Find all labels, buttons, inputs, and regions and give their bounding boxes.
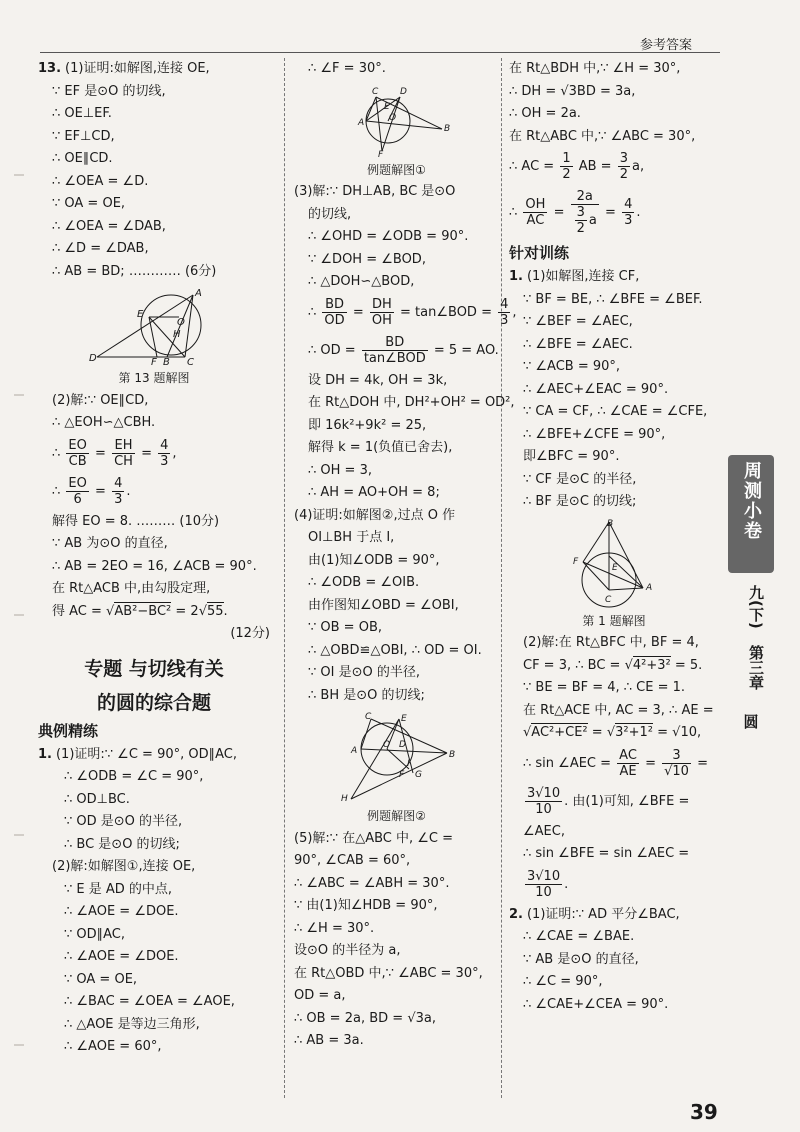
fig1-label: F	[377, 149, 383, 157]
section-heading: 针对训练	[509, 244, 570, 262]
text-line: ∵ OD 是⊙O 的半径,	[64, 814, 183, 829]
text-line: 即 16k²+9k² = 25,	[308, 417, 427, 433]
question-number: 1.	[509, 269, 523, 284]
text-line: ∴ △EOH∽△CBH.	[52, 415, 156, 430]
text-line: 得 AC = √AB²−BC² = 2√55.	[52, 603, 228, 619]
text-line: ∴ BC 是⊙O 的切线;	[64, 836, 180, 852]
text-line: 解得 EO = 8. ……… (10分)	[52, 513, 220, 529]
fig2-label: H	[340, 794, 348, 803]
text-line: ∵ AB 为⊙O 的直径,	[52, 536, 168, 551]
question-number: 13.	[38, 61, 62, 76]
text-line: ∴ sin ∠BFE = sin ∠AEC =	[523, 846, 690, 861]
text-line: ∴ AB = 2EO = 16, ∠ACB = 90°.	[52, 558, 257, 574]
text-line: ∴ OE∥CD.	[52, 151, 113, 166]
figure-caption: 第 1 题解图	[582, 613, 646, 628]
fraction-line: ∴ OD = $\frac{BD}{\text{tan∠BOD}}$ = 5 = AO.	[308, 334, 499, 366]
section-heading: 典例精练	[38, 721, 99, 740]
text-line: ∴ ∠OHD = ∠ODB = 90°.	[308, 229, 469, 244]
fig13-label: D	[89, 353, 97, 364]
text-line: ∵ CA = CF, ∴ ∠CAE = ∠CFE,	[523, 404, 708, 419]
text-line: 设 DH = 4k, OH = 3k,	[308, 372, 448, 388]
fig1-label: A	[357, 117, 364, 128]
fig13-label: H	[173, 329, 181, 340]
text-line: ∵ EF 是⊙O 的切线,	[52, 83, 166, 99]
text-line: (1)证明:∵ AD 平分∠BAC,	[526, 906, 680, 922]
side-tab-label	[728, 455, 774, 573]
text-line: 在 Rt△BDH 中,∵ ∠H = 30°,	[509, 61, 681, 76]
text-line: ∵ EF⊥CD,	[52, 128, 115, 144]
fraction-line: ∴ $\frac{OH}{AC}$ = 2a $\frac{3}{2}$ a = $\frac{4}{3}$ .	[509, 189, 641, 236]
fig13-label: O	[177, 317, 185, 328]
text-line: ∵ E 是 AD 的中点,	[64, 881, 173, 897]
text-line: ∴ AH = AO+OH = 8;	[308, 485, 440, 500]
text-line: ∴ ∠BFE+∠CFE = 90°,	[523, 426, 666, 442]
text-line: 在 Rt△ACE 中, AC = 3, ∴ AE =	[523, 702, 714, 718]
fig13-label: F	[151, 357, 157, 365]
text-line: ∴ ∠OEA = ∠D.	[52, 173, 149, 189]
text-line: CF = 3, ∴ BC = √4²+3² = 5.	[523, 657, 703, 673]
side-chapter: 第三章	[747, 645, 765, 690]
fraction-line: ∴ AC = $\frac{1}{2}$ AB = $\frac{3}{2}$ a,	[509, 151, 645, 182]
fig2-label: A	[350, 746, 357, 756]
text-line: ∵ 由(1)知∠HDB = 90°,	[294, 898, 438, 913]
text-line: (5)解:∵ 在△ABC 中, ∠C =	[294, 830, 454, 846]
text-line: ∴ BH 是⊙O 的切线;	[308, 687, 425, 703]
text-line: 在 Rt△ACB 中,由勾股定理,	[52, 581, 211, 596]
text-line: ∴ ∠CAE = ∠BAE.	[523, 929, 635, 944]
text-line: ∵ AB 是⊙O 的直径,	[523, 951, 639, 967]
fig2-label: B	[448, 750, 455, 760]
fraction-line: ∴ $\frac{EO}{CB}$ = $\frac{EH}{CH}$ = $\frac{4}{3}$ ,	[52, 437, 177, 469]
side-topic: 圆	[743, 713, 759, 731]
fig1-label: B	[443, 123, 450, 134]
text-line: ∠AEC,	[523, 823, 565, 839]
text-line: ∴ ∠H = 30°.	[294, 920, 375, 936]
text-line: ∴ ∠AOE = ∠DOE.	[64, 949, 179, 964]
text-line: ∵ CF 是⊙C 的半径,	[523, 471, 637, 487]
text-line: ∴ △AOE 是等边三角形,	[64, 1016, 200, 1032]
fig2-label: O	[382, 740, 390, 750]
text-line: ∵ ∠ACB = 90°,	[523, 359, 621, 374]
figure-example-1	[342, 85, 452, 157]
fig1-label: E	[383, 101, 390, 112]
fraction-line: ∴ sin ∠AEC = $\frac{AC}{AE}$ = $\frac{3}{√10}$ =	[523, 747, 708, 779]
text-line: ∴ ∠OEA = ∠DAB,	[52, 218, 166, 234]
text-line: ∵ OA = OE,	[64, 971, 138, 987]
text-line: √AC²+CE² = √3²+1² = √10,	[523, 725, 702, 740]
text-line: 由作图知∠OBD = ∠OBI,	[308, 597, 459, 613]
page-header: 参考答案	[640, 38, 693, 53]
page-number: 39	[690, 1100, 718, 1124]
fig13-label: C	[187, 357, 194, 365]
text-line: (4)证明:如解图②,过点 O 作	[294, 507, 456, 523]
fraction-line: $\frac{3√10}{10}$ .	[527, 868, 569, 900]
figure-caption: 第 13 题解图	[118, 371, 190, 385]
column-divider	[501, 58, 502, 1098]
side-grade: 九(下)	[747, 585, 765, 629]
text-line: ∴ ∠BAC = ∠OEA = ∠AOE,	[64, 994, 235, 1009]
text-line: ∴ OH = 3,	[308, 462, 372, 478]
column-1	[38, 58, 270, 1059]
text-line: ∴ ∠AOE = 60°,	[64, 1039, 162, 1054]
text-line: ∴ ∠ODB = ∠OIB.	[308, 575, 420, 590]
fig2-label: D	[398, 740, 406, 750]
fig2-label: I	[406, 759, 410, 769]
scan-edge-marks	[10, 55, 28, 1095]
text-line: (2)解:如解图①,连接 OE,	[52, 859, 196, 874]
text-line: 的切线,	[308, 206, 352, 222]
text-line: (2)解:∵ OE∥CD,	[52, 392, 149, 408]
figure-caption: 例题解图①	[367, 162, 426, 177]
figp1-label: F	[573, 556, 579, 567]
text-line: (1)如解图,连接 CF,	[526, 269, 640, 284]
fig13-label: B	[163, 357, 170, 365]
text-line: (1)证明:如解图,连接 OE,	[65, 61, 210, 76]
fraction-line: $\frac{3√10}{10}$ . 由(1)可知, ∠BFE =	[527, 785, 690, 817]
text-line: OD = a,	[294, 988, 346, 1003]
column-2	[294, 58, 517, 1053]
text-line: ∴ BF 是⊙C 的切线;	[523, 494, 637, 509]
question-number: 2.	[509, 906, 523, 922]
text-line: ∴ ∠AOE = ∠DOE.	[64, 904, 179, 919]
column-3	[509, 58, 719, 1016]
side-tab-text: 周测小卷	[741, 461, 762, 541]
fraction-line: ∴ $\frac{EO}{6}$ = $\frac{4}{3}$ .	[52, 475, 131, 507]
text-line: 在 Rt△DOH 中, DH²+OH² = OD²,	[308, 395, 515, 410]
text-line: 在 Rt△OBD 中,∵ ∠ABC = 30°,	[294, 965, 483, 981]
figure-caption: 例题解图②	[367, 809, 426, 823]
text-line: ∴ ∠C = 90°,	[523, 974, 603, 989]
fig1-label: O	[388, 112, 396, 123]
fig1-label: D	[399, 86, 407, 97]
text-line: ∴ ∠ABC = ∠ABH = 30°.	[294, 875, 450, 891]
text-line: ∵ OI 是⊙O 的半径,	[308, 665, 420, 680]
text-line: 解得 k = 1(负值已舍去),	[308, 440, 453, 455]
text-line: ∴ ∠ODB = ∠C = 90°,	[64, 769, 204, 784]
text-line: ∴ OH = 2a.	[509, 106, 581, 121]
text-line: ∵ OD∥AC,	[64, 926, 126, 942]
text-line: ∴ OE⊥EF.	[52, 106, 112, 121]
text-line: ∴ OD⊥BC.	[64, 791, 130, 807]
figp1-label: C	[605, 594, 612, 605]
text-line: ∵ BE = BF = 4, ∴ CE = 1.	[523, 680, 686, 695]
text-line: (2)解:在 Rt△BFC 中, BF = 4,	[523, 635, 699, 650]
topic-title: 专题 与切线有关	[84, 657, 224, 680]
text-line: ∵ ∠DOH = ∠BOD,	[308, 251, 426, 267]
fig2-label: C	[364, 712, 371, 722]
text-line: ∴ ∠F = 30°.	[308, 61, 386, 76]
text-line: ∴ OB = 2a, BD = √3a,	[294, 1010, 436, 1026]
text-line: ∴ AB = BD; ………… (6分)	[52, 263, 217, 279]
text-line: ∴ ∠CAE+∠CEA = 90°.	[523, 996, 669, 1012]
text-line: ∴ DH = √3BD = 3a,	[509, 83, 636, 99]
fraction-line: ∴ $\frac{BD}{OD}$ = $\frac{DH}{OH}$ = tan∠BOD = $\frac{4}{3}$ ,	[308, 296, 517, 328]
text-line: 在 Rt△ABC 中,∵ ∠ABC = 30°,	[509, 128, 696, 144]
text-line: ∵ OA = OE,	[52, 196, 126, 211]
figure-example-2	[337, 711, 457, 803]
text-line: (1)证明:∵ ∠C = 90°, OD∥AC,	[55, 746, 237, 762]
fig13-label: A	[195, 288, 202, 299]
question-number: 1.	[38, 746, 52, 762]
text-line: 90°, ∠CAB = 60°,	[294, 853, 411, 868]
text-line: ∵ ∠BEF = ∠AEC,	[523, 314, 633, 329]
figp1-label: B	[607, 518, 614, 529]
text-line: ∴ △OBD≌△OBI, ∴ OD = OI.	[308, 642, 482, 658]
figp1-label: A	[646, 582, 653, 593]
figure-practice-1	[569, 518, 659, 608]
fig1-label: C	[371, 86, 378, 97]
text-line: ∴ ∠AEC+∠EAC = 90°.	[523, 381, 669, 397]
text-line: ∵ OB = OB,	[308, 620, 382, 635]
header-rule	[40, 52, 720, 53]
text-line: 设⊙O 的半径为 a,	[294, 943, 401, 958]
text-line: (3)解:∵ DH⊥AB, BC 是⊙O	[294, 184, 456, 199]
score-mark: (12分)	[230, 626, 270, 641]
topic-title: 的圆的综合题	[96, 691, 211, 714]
text-line: ∴ △DOH∽△BOD,	[308, 274, 415, 289]
text-line: 由(1)知∠ODB = 90°,	[308, 552, 440, 568]
text-line: ∴ ∠D = ∠DAB,	[52, 241, 149, 256]
text-line: 即∠BFC = 90°.	[523, 449, 620, 464]
fig2-label: G	[414, 770, 422, 780]
fig2-label: F	[398, 770, 404, 780]
text-line: ∴ AB = 3a.	[294, 1033, 364, 1048]
text-line: ∴ ∠BFE = ∠AEC.	[523, 336, 633, 352]
text-line: ∵ BF = BE, ∴ ∠BFE = ∠BEF.	[523, 291, 703, 307]
column-divider	[284, 58, 285, 1098]
fig2-label: E	[400, 714, 407, 724]
fig13-label: E	[137, 309, 144, 320]
figure-13	[89, 287, 219, 365]
figp1-label: E	[612, 562, 618, 573]
text-line: OI⊥BH 于点 I,	[308, 530, 395, 545]
